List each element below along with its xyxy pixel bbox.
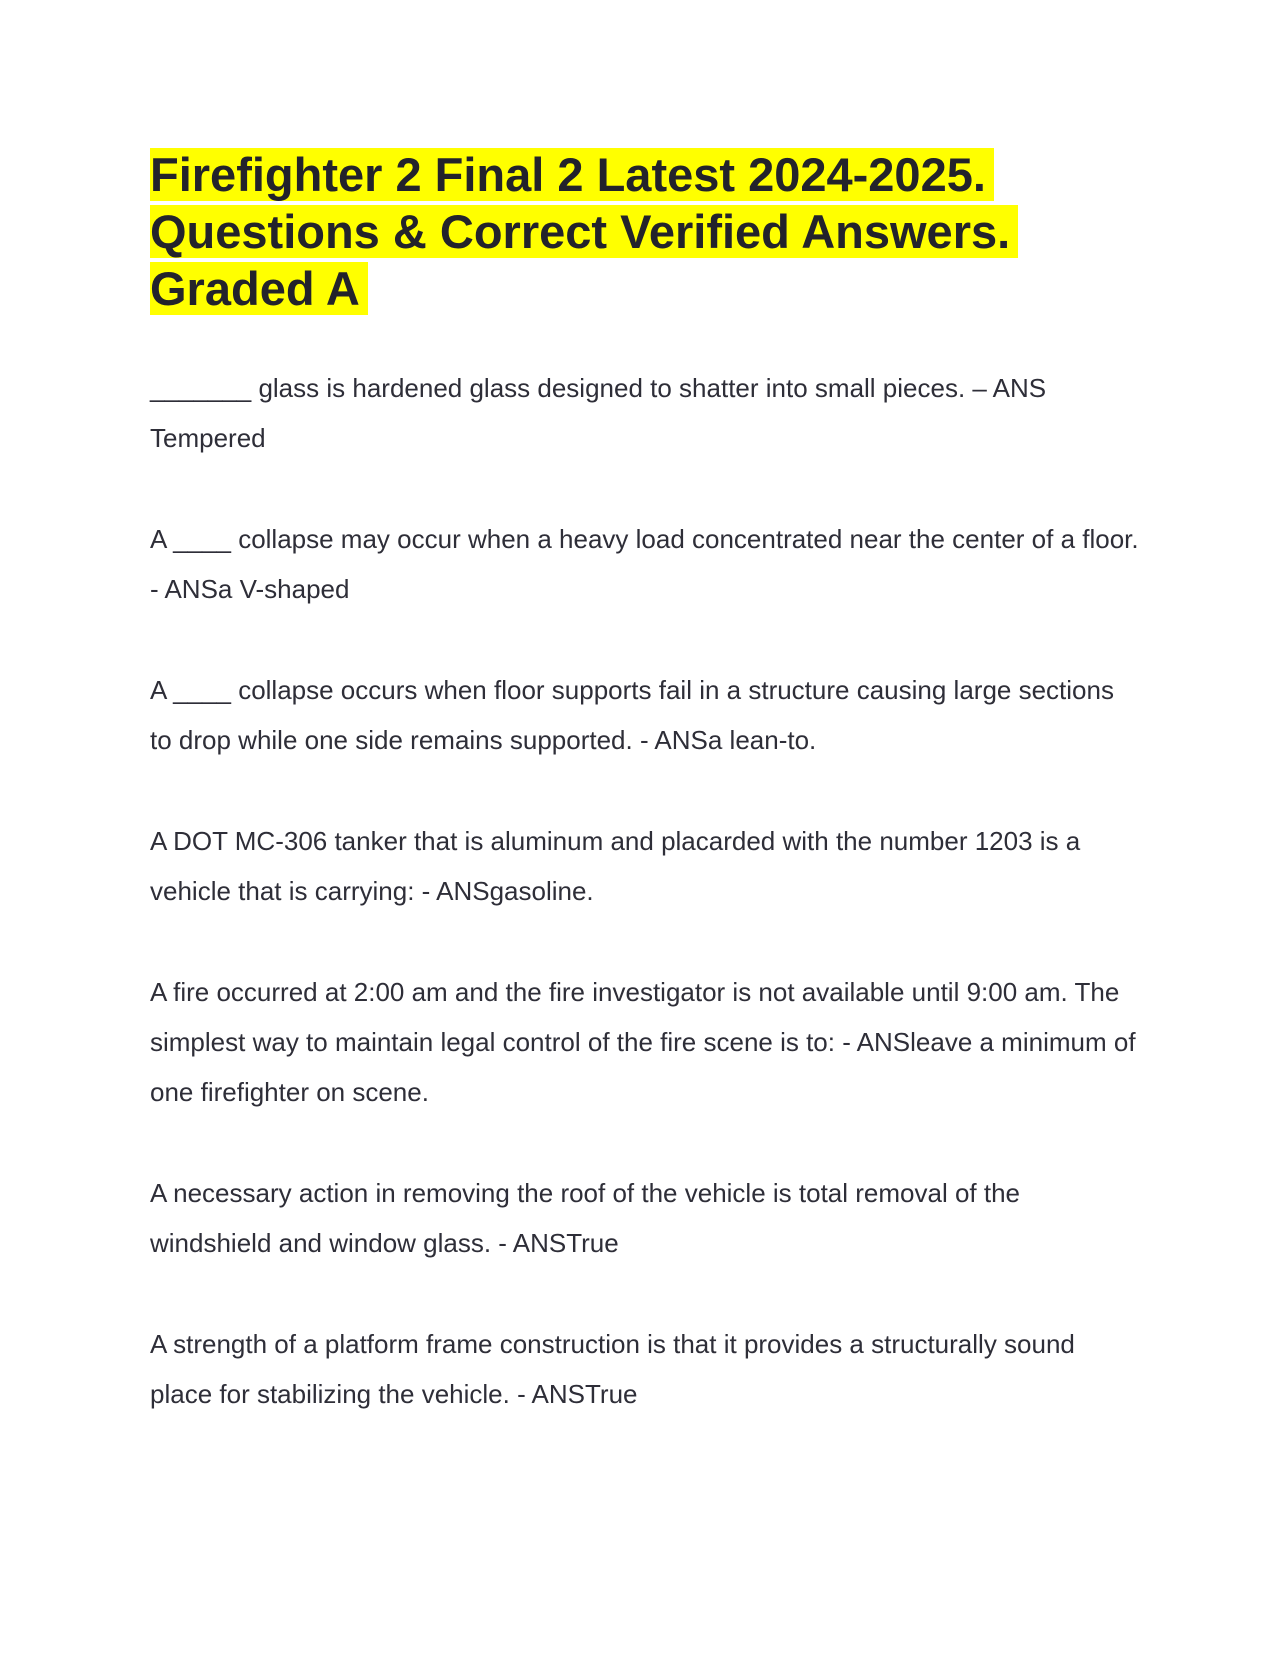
title-line-1: Firefighter 2 Final 2 Latest 2024-2025. [150, 148, 994, 201]
title-line-2: Questions & Correct Verified Answers. [150, 205, 1018, 258]
qa-item: A DOT MC-306 tanker that is aluminum and placarded with the number 1203 is a vehicle that is carrying: - ANSgasoline. [150, 826, 1081, 906]
qa-item: A strength of a platform frame construction is that it provides a structurally sound place for stabilizing the vehicle. - ANSTrue [150, 1329, 1075, 1409]
qa-item: A fire occurred at 2:00 am and the fire investigator is not available until 9:00 am. The simplest way to maintain legal control of the fire scene is to: - ANSleave a minimum of one firefighter on scene. [150, 977, 1136, 1107]
qa-item: A ____ collapse occurs when floor supports fail in a structure causing large sections to drop while one side remains supported. - ANSa lean-to. [150, 675, 1114, 755]
qa-item: A ____ collapse may occur when a heavy load concentrated near the center of a floor. - ANSa V-shaped [150, 524, 1139, 604]
title-line-3: Graded A [150, 262, 368, 315]
question-answer-list [150, 363, 1140, 1419]
document-page [150, 146, 1140, 1470]
qa-item: A necessary action in removing the roof of the vehicle is total removal of the windshield and window glass. - ANSTrue [150, 1178, 1021, 1258]
qa-item: _______ glass is hardened glass designed to shatter into small pieces. – ANS Tempered [150, 373, 1047, 453]
document-title [150, 146, 1140, 317]
